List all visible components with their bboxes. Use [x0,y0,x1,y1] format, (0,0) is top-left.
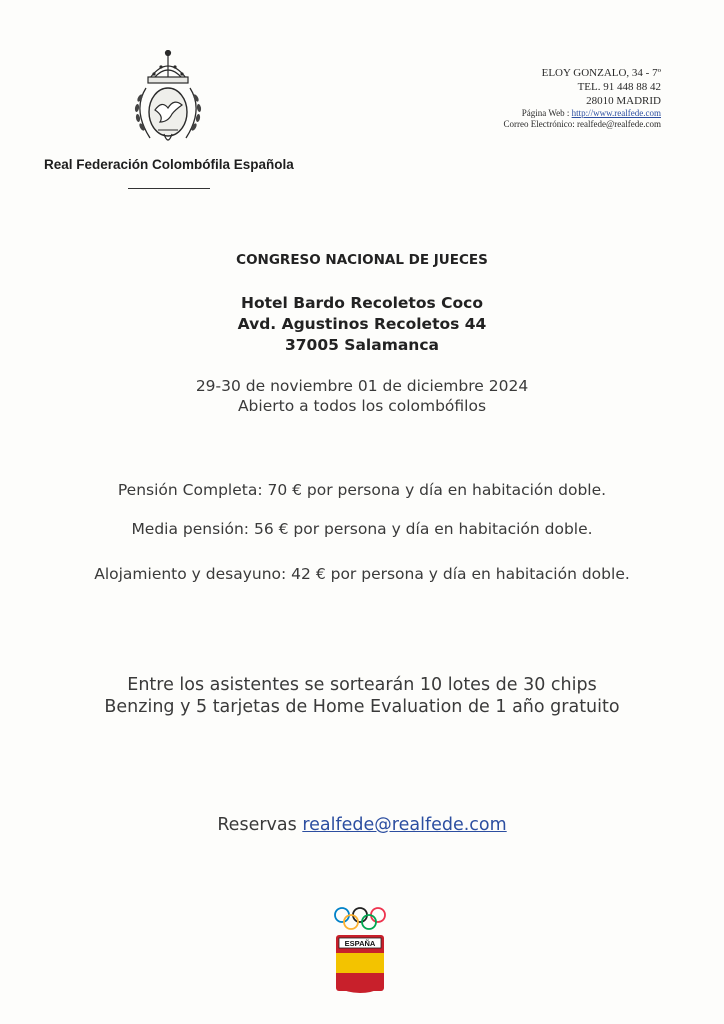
emblem-label: ESPAÑA [344,939,376,948]
federation-crest-icon [128,50,208,150]
address: ELOY GONZALO, 34 - 7º [541,67,661,79]
price-half-board: Media pensión: 56 € por persona y día en habitación doble. [131,520,593,538]
phone: TEL. 91 448 88 42 [577,81,661,93]
hotel-city: 37005 Salamanca [284,336,439,354]
divider [128,188,210,189]
email-line [504,119,661,130]
hotel-street: Avd. Agustinos Recoletos 44 [237,315,487,333]
event-title: CONGRESO NACIONAL DE JUECES [236,252,488,268]
price-full-board: Pensión Completa: 70 € por persona y día en habitación doble. [117,481,607,499]
website-label: Página Web : [521,108,570,118]
reservations-label: Reservas [217,815,297,835]
contact-block [504,66,661,130]
event-dates: 29-30 de noviembre 01 de diciembre 2024 [195,377,529,395]
organization-name: Real Federación Colombófila Española [44,157,294,172]
email-label: Correo Electrónico: [503,119,575,129]
website-link[interactable]: http://www.realfede.com [571,108,661,118]
venue-block [0,293,724,356]
hotel-name: Hotel Bardo Recoletos Coco [241,294,483,312]
reservations-email-link[interactable]: realfede@realfede.com [302,815,507,835]
olympic-committee-emblem-icon [330,903,390,995]
event-audience: Abierto a todos los colombófilos [237,397,487,415]
dates-block [0,376,724,416]
reservations-line [0,815,724,835]
raffle-note: Entre los asistentes se sortearán 10 lotes de 30 chips Benzing y 5 tarjetas de Home Evaluation de 1 año gratuito [104,675,620,717]
website-line [504,108,661,119]
city: 28010 MADRID [586,95,661,107]
price-bed-breakfast: Alojamiento y desayuno: 42 € por persona y día en habitación doble. [94,565,630,583]
email-address[interactable]: realfede@realfede.com [577,119,661,129]
